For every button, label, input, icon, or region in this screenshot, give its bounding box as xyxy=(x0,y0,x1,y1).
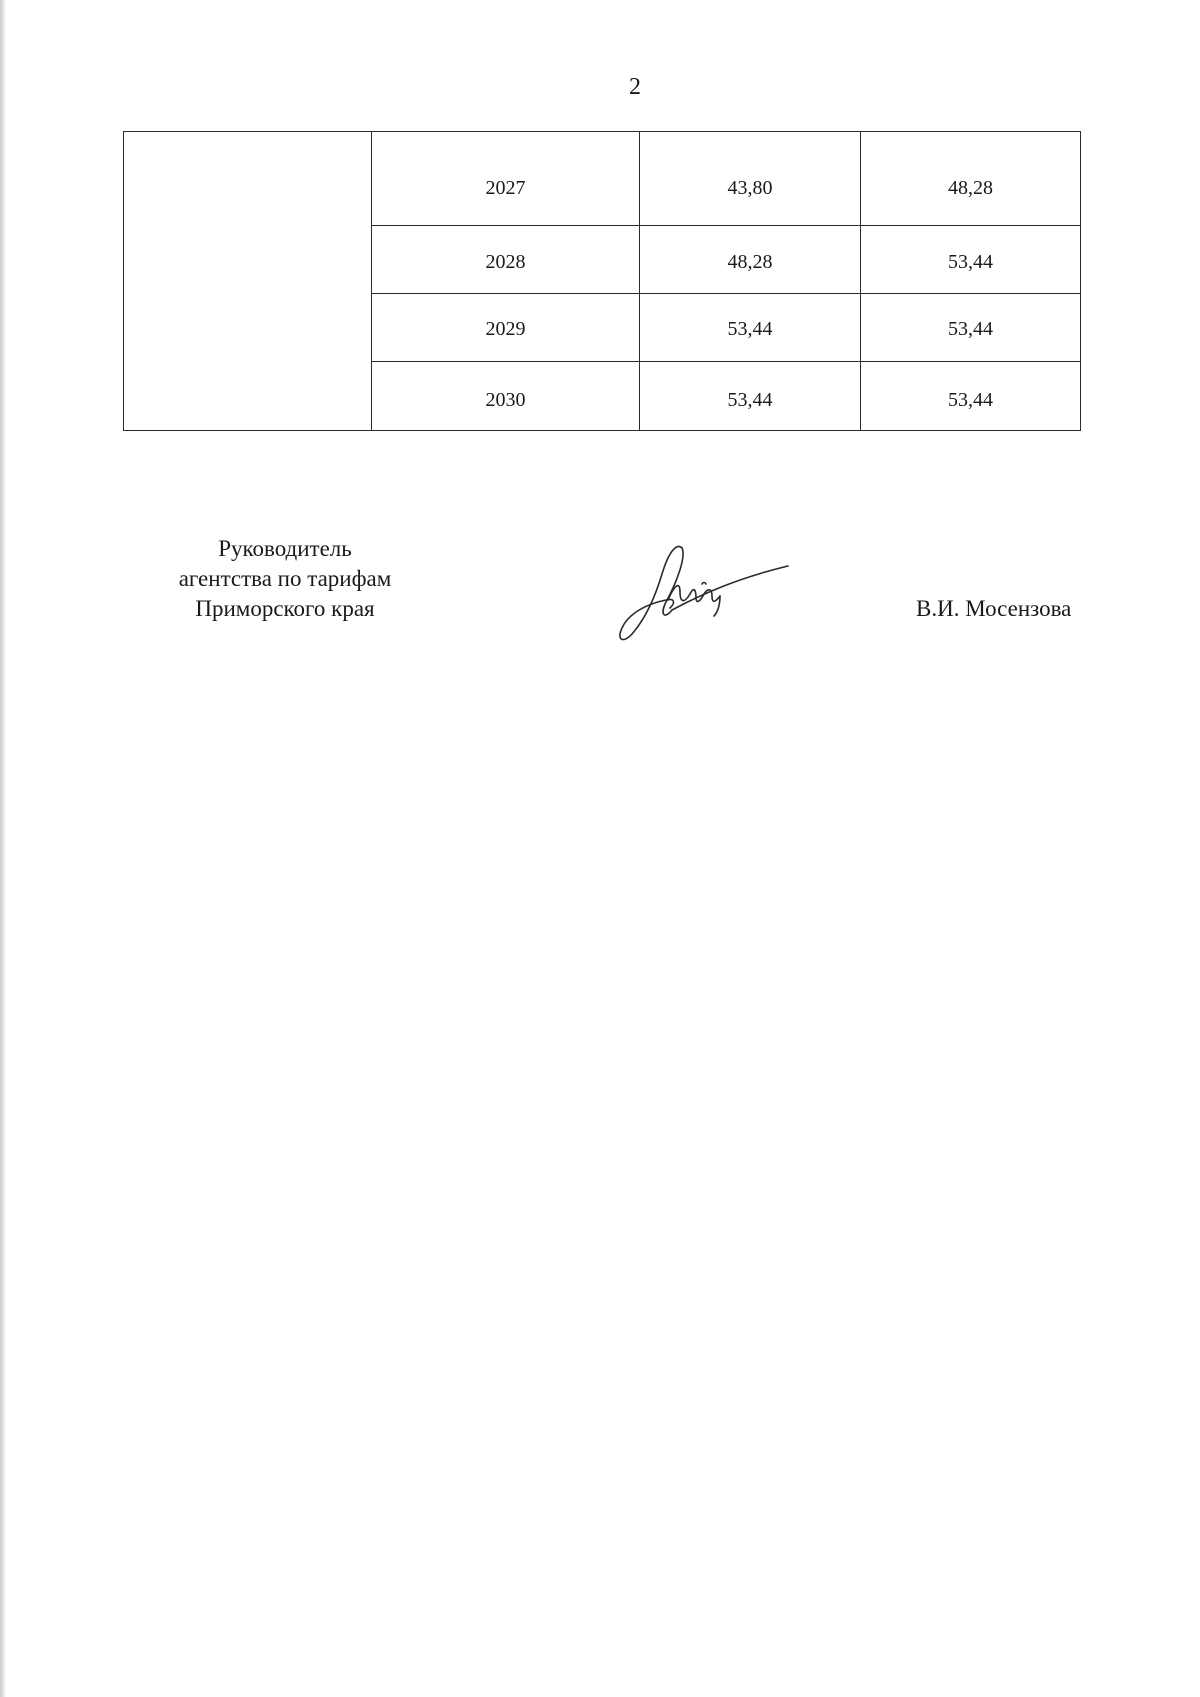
year-cell: 2029 xyxy=(372,294,640,362)
value-cell: 53,44 xyxy=(861,294,1081,362)
value-cell: 43,80 xyxy=(640,132,861,226)
signatory-position xyxy=(140,534,430,624)
tariff-table xyxy=(123,131,1081,431)
position-line: Руководитель xyxy=(218,536,352,561)
value-cell: 48,28 xyxy=(861,132,1081,226)
year-cell: 2030 xyxy=(372,362,640,431)
table-merged-label-cell xyxy=(124,132,372,431)
handwritten-signature xyxy=(610,540,790,645)
value-cell: 53,44 xyxy=(640,294,861,362)
value-cell: 53,44 xyxy=(640,362,861,431)
page-number: 2 xyxy=(629,74,641,100)
value-cell: 48,28 xyxy=(640,226,861,294)
scan-edge-shadow xyxy=(0,0,6,1697)
table-row xyxy=(124,132,1081,226)
year-cell: 2028 xyxy=(372,226,640,294)
year-cell: 2027 xyxy=(372,132,640,226)
position-line: Приморского края xyxy=(195,596,375,621)
value-cell: 53,44 xyxy=(861,226,1081,294)
signatory-name: В.И. Мосензова xyxy=(916,596,1072,621)
value-cell: 53,44 xyxy=(861,362,1081,431)
position-line: агентства по тарифам xyxy=(178,566,392,591)
